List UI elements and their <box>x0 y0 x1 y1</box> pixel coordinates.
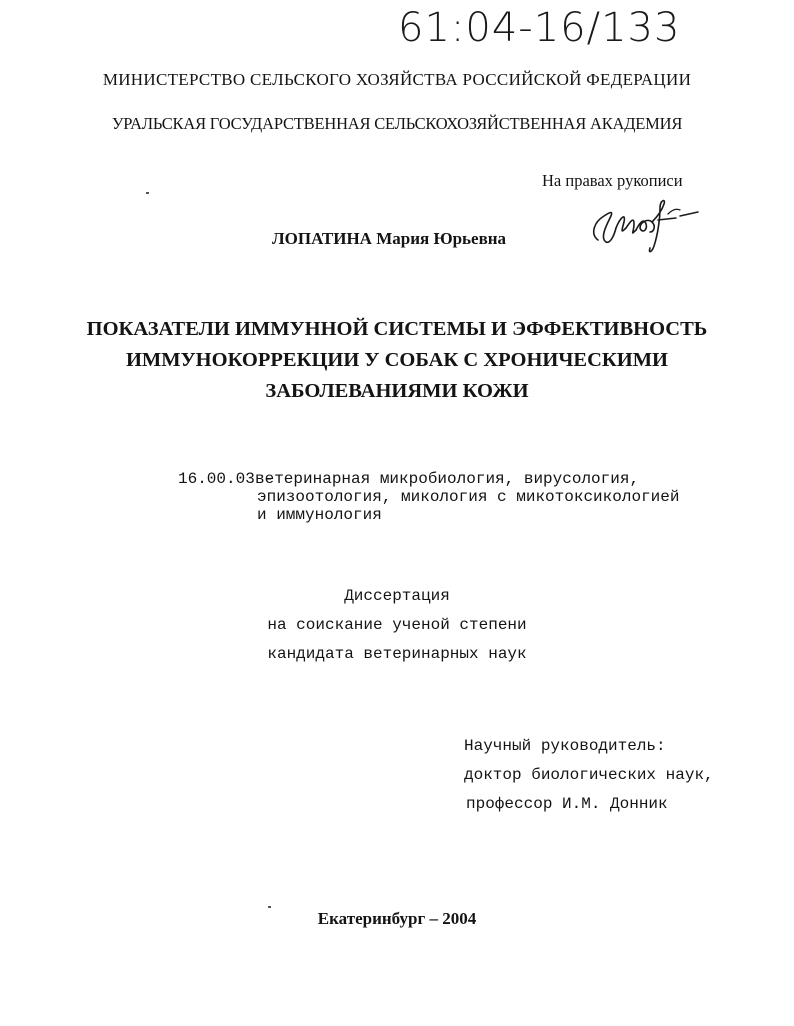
ministry-heading: МИНИСТЕРСТВО СЕЛЬСКОГО ХОЗЯЙСТВА РОССИЙСКОЙ ФЕДЕРАЦИИ <box>102 70 692 89</box>
title-line-3: ЗАБОЛЕВАНИЯМИ КОЖИ <box>265 380 529 402</box>
supervisor-name: профессор И.М. Донник <box>466 795 668 813</box>
specialty-code: 16.00.03 - <box>178 470 275 488</box>
scan-speck <box>146 192 149 194</box>
dissertation-line-2: на соискание ученой степени <box>267 616 527 634</box>
academy-heading: УРАЛЬСКАЯ ГОСУДАРСТВЕННАЯ СЕЛЬСКОХОЗЯЙСТВЕННАЯ АКАДЕМИЯ <box>111 114 683 133</box>
scan-speck <box>268 906 271 908</box>
manuscript-rights-note: На правах рукописи <box>542 171 683 190</box>
dissertation-line-3: кандидата ветеринарных наук <box>267 645 527 663</box>
supervisor-degree: доктор биологических наук, <box>464 766 714 784</box>
dissertation-title <box>0 314 794 407</box>
archive-number-handwritten: 61:04-16/133 <box>398 5 681 51</box>
dissertation-type <box>0 582 794 669</box>
city-year: Екатеринбург – 2004 <box>317 909 477 928</box>
author-name: ЛОПАТИНА Мария Юрьевна <box>272 229 507 248</box>
dissertation-line-1: Диссертация <box>344 587 450 605</box>
specialty-line-3: и иммунология <box>257 506 382 524</box>
supervisor-block <box>464 732 714 819</box>
supervisor-label: Научный руководитель: <box>464 737 666 755</box>
specialty-line-1: ветеринарная микробиология, вирусология, <box>255 470 640 488</box>
author-signature <box>580 188 704 258</box>
title-line-2: ИММУНОКОРРЕКЦИИ У СОБАК С ХРОНИЧЕСКИМИ <box>125 349 669 371</box>
specialty-line-2: эпизоотология, микология с микотоксикологией <box>257 488 680 506</box>
title-line-1: ПОКАЗАТЕЛИ ИММУННОЙ СИСТЕМЫ И ЭФФЕКТИВНОСТЬ <box>86 318 708 340</box>
